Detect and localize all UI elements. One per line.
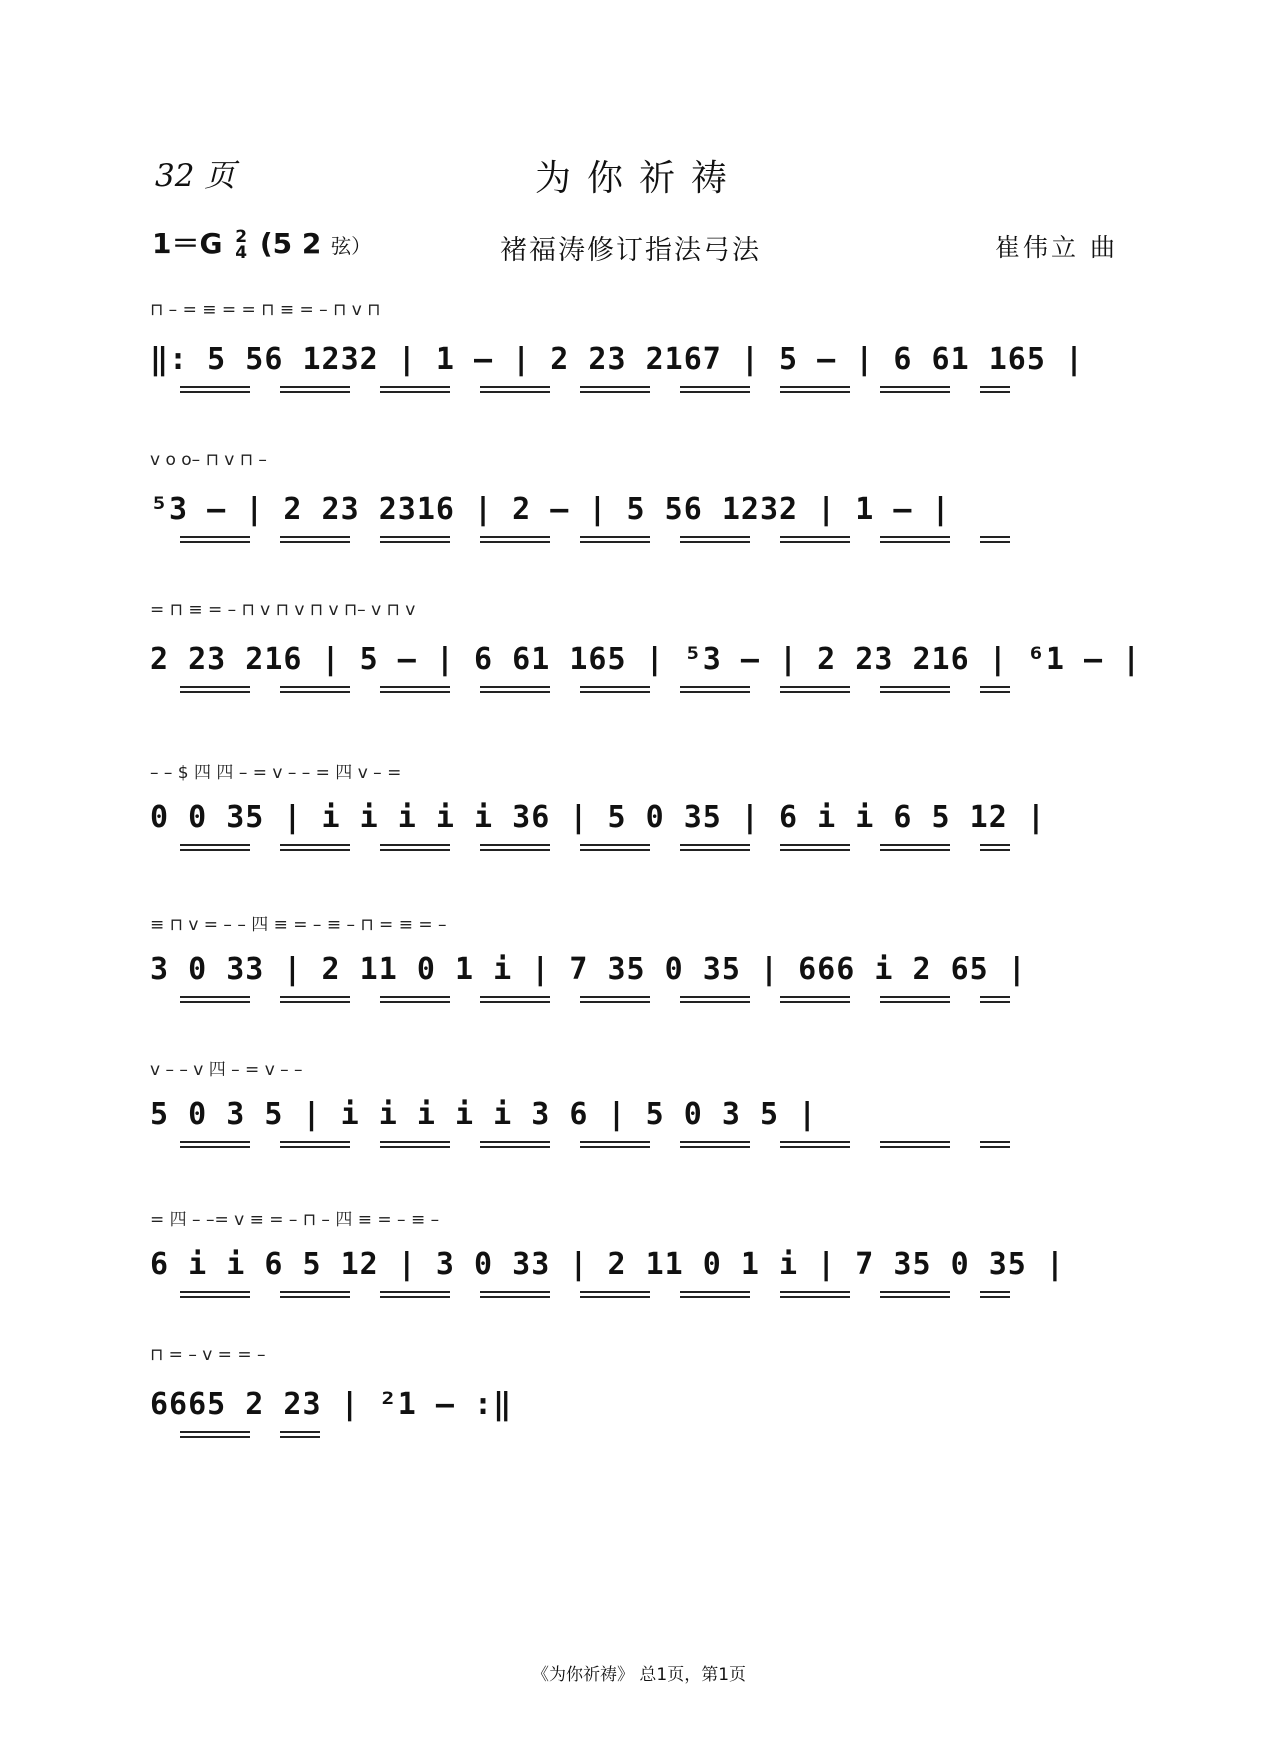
- bowing-fingering-marks: = 四 – –= v ≡ = – ⊓ – 四 ≡ = – ≡ –: [150, 1210, 440, 1230]
- beam-underlines: [150, 994, 1120, 1014]
- score-line: [150, 300, 1120, 415]
- bowing-fingering-marks: v o o– ⊓ v ⊓ –: [150, 450, 267, 470]
- score-line: [150, 1055, 1120, 1170]
- composer-credit: 崔伟立 曲: [995, 233, 1118, 262]
- jianpu-notes: 6665 2 23 | ²1 – :‖: [150, 1387, 513, 1422]
- bowing-fingering-marks: ≡ ⊓ v = – – 四 ≡ = – ≡ – ⊓ = ≡ = –: [150, 915, 447, 935]
- editor-credit: 褚福涛修订指法弓法: [500, 235, 761, 266]
- jianpu-notes: ⁵3 – | 2 23 2316 | 2 – | 5 56 1232 | 1 – |: [150, 492, 951, 527]
- jianpu-notes: 3 0 33 | 2 11 0 1 i | 7 35 0 35 | 666 i 2 65 |: [150, 952, 1027, 987]
- beam-underlines: [150, 1429, 1120, 1449]
- score-line: [150, 910, 1120, 1025]
- score-line: [150, 1205, 1120, 1320]
- beam-underlines: [150, 684, 1120, 704]
- score-line: [150, 450, 1120, 565]
- bowing-fingering-marks: v – – v 四 – = v – –: [150, 1060, 303, 1080]
- jianpu-notes: 2 23 216 | 5 – | 6 61 165 | ⁵3 – | 2 23 216 | ⁶1 – |: [150, 642, 1142, 677]
- jianpu-notes: 5 0 3 5 | i i i i i 3 6 | 5 0 3 5 |: [150, 1097, 818, 1132]
- tuning: (5 2: [259, 227, 322, 260]
- tuning-suffix: 弦）: [331, 234, 372, 258]
- key-signature: [152, 222, 371, 262]
- page-footer: 《为你祈祷》 总1页，第1页: [531, 1665, 747, 1685]
- page-number-label: 32 页: [155, 158, 236, 194]
- bowing-fingering-marks: – – $ 四 四 – = v – – = 四 v – =: [150, 763, 402, 783]
- time-numerator: 2: [235, 227, 248, 247]
- beam-underlines: [150, 534, 1120, 554]
- beam-underlines: [150, 1289, 1120, 1309]
- beam-underlines: [150, 842, 1120, 862]
- score-line: [150, 758, 1120, 873]
- beam-underlines: [150, 1139, 1120, 1159]
- time-denominator: 4: [235, 243, 248, 263]
- key-label: 1＝G: [152, 227, 223, 260]
- bowing-fingering-marks: ⊓ = – v = = –: [150, 1345, 266, 1365]
- score-line: [150, 600, 1142, 715]
- score-line: [150, 1345, 1120, 1460]
- jianpu-notes: ‖: 5 56 1232 | 1 – | 2 23 2167 | 5 – | 6 61 165 |: [150, 342, 1085, 377]
- jianpu-notes: 6 i i 6 5 12 | 3 0 33 | 2 11 0 1 i | 7 35 0 35 |: [150, 1247, 1065, 1282]
- song-title: 为你祈祷: [534, 158, 743, 199]
- jianpu-notes: 0 0 35 | i i i i i 36 | 5 0 35 | 6 i i 6 5 12 |: [150, 800, 1046, 835]
- beam-underlines: [150, 384, 1120, 404]
- bowing-fingering-marks: ⊓ – = ≡ = = ⊓ ≡ = – ⊓ v ⊓: [150, 300, 381, 320]
- bowing-fingering-marks: = ⊓ ≡ = – ⊓ v ⊓ v ⊓ v ⊓– v ⊓ v: [150, 600, 416, 620]
- time-signature: [235, 229, 247, 261]
